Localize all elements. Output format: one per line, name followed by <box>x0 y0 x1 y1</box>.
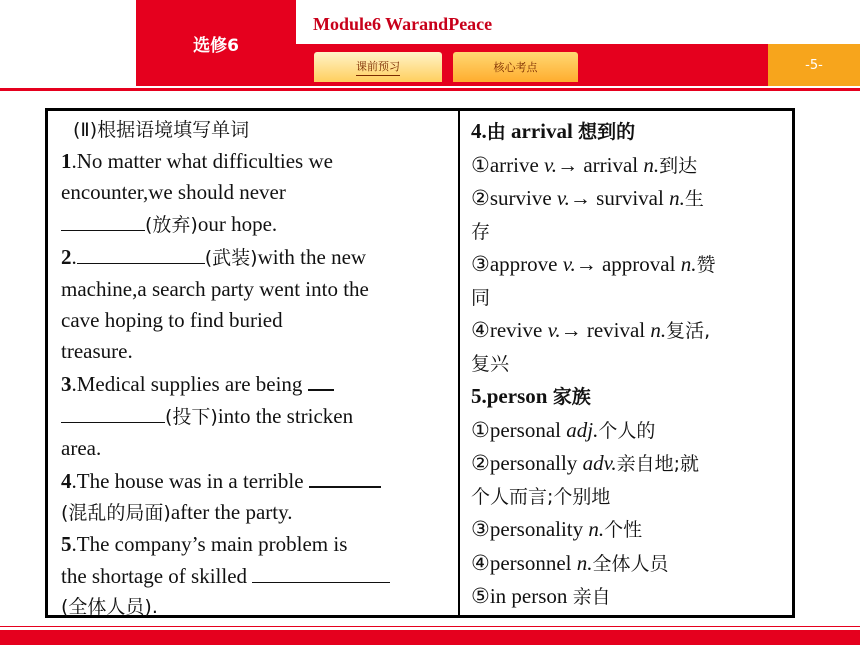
group-heading-word: arrival <box>511 119 573 143</box>
entry-marker: ④ <box>471 318 490 342</box>
group-heading-cn: 想到的 <box>578 121 636 143</box>
exercise-column <box>48 111 460 618</box>
group-heading-person <box>471 380 782 414</box>
vocab-entry <box>471 149 782 183</box>
hint-text: (武装) <box>204 247 258 269</box>
answer-blank[interactable] <box>61 208 145 231</box>
item-text: our hope. <box>197 212 278 236</box>
item-text: .The company’s main problem is <box>71 532 348 556</box>
entry-meaning: 个人而言;个别地 <box>471 485 611 508</box>
entry-word: revival <box>586 318 646 342</box>
item-number: 2 <box>61 245 72 269</box>
item-text: .No matter what difficulties we <box>71 149 333 173</box>
vocab-entry <box>471 182 782 216</box>
exercise-text-line <box>61 400 448 433</box>
entry-marker: ② <box>471 186 490 210</box>
part-of-speech: adj. <box>566 417 599 442</box>
hint-text: (放弃) <box>145 214 198 236</box>
entry-word: survive <box>489 186 552 210</box>
vocab-entry <box>471 314 782 348</box>
entry-marker: ④ <box>471 550 490 575</box>
page-number: -5- <box>768 44 860 86</box>
hint-text: (全体人员). <box>61 596 158 618</box>
entry-meaning: 全体人员 <box>592 552 669 575</box>
entry-word: revive <box>489 318 543 342</box>
hint-text: (投下) <box>165 406 218 428</box>
part-of-speech: v. <box>547 318 561 342</box>
entry-meaning: 同 <box>471 286 491 309</box>
item-text: .Medical supplies are being <box>71 372 303 396</box>
part-of-speech: v. <box>562 252 576 276</box>
module-title: Module6 WarandPeace <box>313 14 493 34</box>
entry-word: personnel <box>489 550 572 575</box>
group-heading-cn: 由 <box>486 121 506 143</box>
entry-word: arrive <box>489 152 539 177</box>
item-text: .The house was in a terrible <box>71 469 304 493</box>
entry-meaning: 复兴 <box>471 352 510 375</box>
entry-meaning: 到达 <box>659 154 698 177</box>
entry-word: approve <box>489 252 558 276</box>
exercise-item-2 <box>61 241 448 274</box>
group-heading-arrival <box>471 115 782 149</box>
entry-marker: ③ <box>471 517 490 541</box>
answer-blank[interactable] <box>308 367 334 391</box>
footer-bar <box>0 630 860 645</box>
entry-meaning: 生 <box>684 188 704 210</box>
book-tag: 选修6 <box>136 0 296 86</box>
entry-marker: ⑤ <box>471 584 490 608</box>
exercise-item-4 <box>61 464 448 497</box>
vocab-entry <box>471 580 782 614</box>
footer-thin-line <box>0 626 860 627</box>
group-heading-word: person <box>486 384 548 408</box>
group-number: 5. <box>471 384 487 408</box>
answer-blank[interactable] <box>77 241 205 264</box>
entry-marker: ③ <box>471 252 490 276</box>
entry-marker: ② <box>471 451 490 475</box>
answer-blank[interactable] <box>61 400 165 423</box>
entry-meaning: 亲自 <box>572 586 611 608</box>
entry-meaning: 复活, <box>666 320 711 342</box>
arrow-icon: → <box>575 252 597 276</box>
exercise-item-1 <box>61 146 448 177</box>
section-heading: (Ⅱ)根据语境填写单词 <box>73 119 250 141</box>
item-text: after the party. <box>170 500 293 524</box>
vocab-entry <box>471 414 782 448</box>
exercise-text-line <box>61 497 448 529</box>
exercise-item-5 <box>61 529 448 560</box>
entry-word: personality <box>489 517 584 541</box>
exercise-text-line: encounter,we should never <box>61 180 286 204</box>
item-text: into the stricken <box>217 404 354 428</box>
entry-word: arrival <box>583 152 639 177</box>
tab-key-points-label: 核心考点 <box>493 61 538 74</box>
entry-word: in person <box>489 584 568 608</box>
arrow-icon: → <box>569 186 591 210</box>
entry-meaning: 个人的 <box>598 419 656 442</box>
item-text: the shortage of skilled <box>61 564 248 588</box>
item-number: 3 <box>61 372 72 396</box>
part-of-speech: n. <box>643 152 660 177</box>
arrow-icon: → <box>557 152 579 177</box>
entry-meaning: 存 <box>471 220 491 243</box>
part-of-speech: adv. <box>582 451 617 475</box>
entry-word: personally <box>489 451 578 475</box>
tab-preview-label: 课前预习 <box>356 58 400 76</box>
content-table <box>45 108 795 618</box>
answer-blank[interactable] <box>252 560 390 583</box>
part-of-speech: v. <box>544 152 558 177</box>
exercise-text-line: cave hoping to find buried <box>61 308 283 332</box>
tab-key-points[interactable] <box>453 52 578 82</box>
entry-meaning: 赞 <box>696 254 716 276</box>
entry-marker: ① <box>471 152 490 177</box>
entry-word: survival <box>596 186 664 210</box>
entry-word: approval <box>601 252 676 276</box>
vocab-entry <box>471 248 782 282</box>
entry-marker: ① <box>471 417 490 442</box>
item-number: 5 <box>61 532 72 556</box>
vocab-entry <box>471 447 782 481</box>
exercise-item-3 <box>61 367 448 400</box>
entry-meaning: 亲自地;就 <box>616 453 699 475</box>
arrow-icon: → <box>560 318 582 342</box>
item-number: 4 <box>61 469 72 493</box>
item-number: 1 <box>61 149 72 173</box>
entry-word: personal <box>489 417 561 442</box>
exercise-text-line: area. <box>61 436 102 460</box>
part-of-speech: v. <box>556 186 570 210</box>
vocab-entry <box>471 547 782 581</box>
hint-text: (混乱的局面) <box>61 502 171 524</box>
exercise-text-line: machine,a search party went into the <box>61 277 369 301</box>
answer-blank[interactable] <box>309 464 381 488</box>
header-divider <box>0 88 860 91</box>
entry-meaning: 个性 <box>604 519 643 541</box>
item-text: . <box>71 245 77 269</box>
part-of-speech: n. <box>680 252 697 276</box>
group-number: 4. <box>471 119 487 143</box>
part-of-speech: n. <box>669 186 685 210</box>
tab-preview[interactable] <box>314 52 442 82</box>
exercise-text-line <box>61 560 448 592</box>
item-text: with the new <box>257 245 367 269</box>
part-of-speech: n. <box>576 550 593 575</box>
exercise-text-line <box>61 208 448 241</box>
part-of-speech: n. <box>650 318 667 342</box>
vocabulary-column <box>460 111 792 615</box>
part-of-speech: n. <box>588 517 605 541</box>
group-heading-cn: 家族 <box>552 386 591 408</box>
vocab-entry <box>471 513 782 547</box>
exercise-text-line: treasure. <box>61 339 133 363</box>
